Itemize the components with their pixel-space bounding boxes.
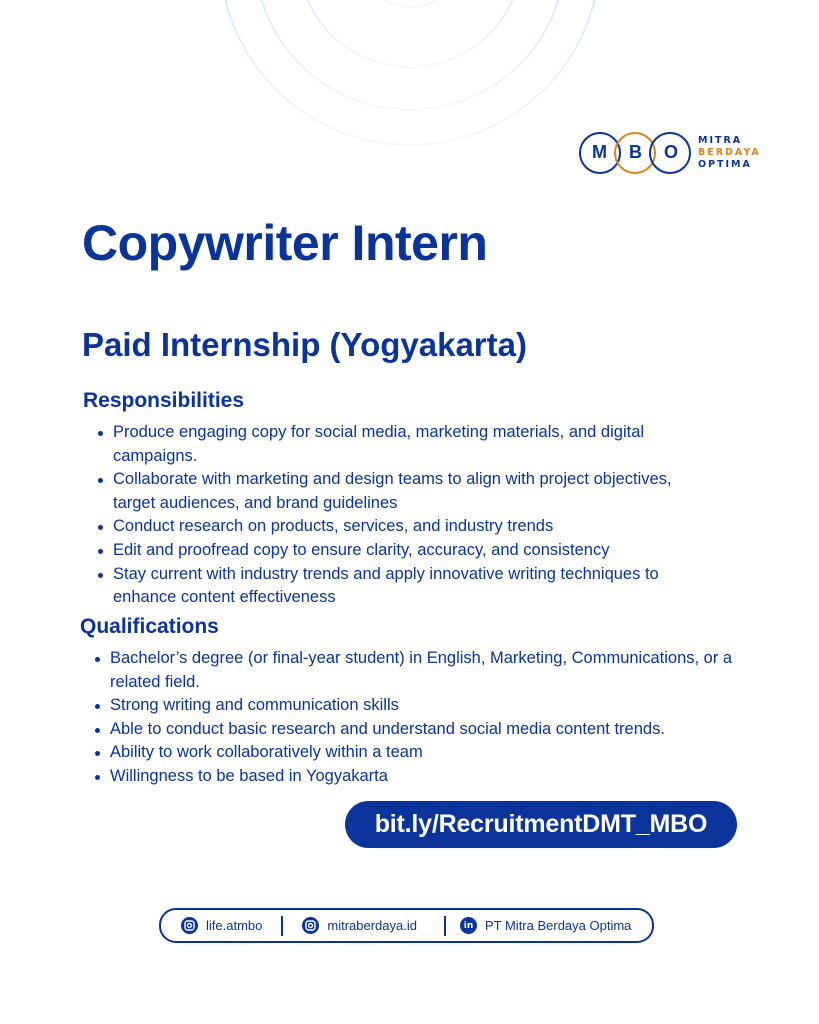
- instagram-icon: [181, 917, 198, 934]
- list-item: Bachelor’s degree (or final-year student) in English, Marketing, Communications, or a related field.: [92, 647, 742, 694]
- list-item: Ability to work collaboratively within a team: [92, 741, 742, 765]
- divider: [444, 916, 446, 936]
- mbo-logo: [578, 131, 761, 175]
- list-item: Edit and proofread copy to ensure clarity, accuracy, and consistency: [95, 539, 715, 563]
- footer-label: PT Mitra Berdaya Optima: [484, 918, 632, 933]
- list-item: Produce engaging copy for social media, marketing materials, and digital campaigns.: [95, 421, 715, 468]
- list-item: Collaborate with marketing and design teams to align with project objectives, target audiences, and brand guidelines: [95, 468, 715, 515]
- recruitment-link-button[interactable]: bit.ly/RecruitmentDMT_MBO: [345, 801, 737, 848]
- logo-wordmark: [698, 135, 761, 171]
- responsibilities-heading: Responsibilities: [83, 389, 245, 412]
- qualifications-list: [92, 647, 742, 789]
- list-item: Stay current with industry trends and apply innovative writing techniques to enhance content effectiveness: [95, 563, 715, 610]
- instagram-icon: [302, 917, 319, 934]
- list-item: Able to conduct basic research and understand social media content trends.: [92, 718, 742, 742]
- logo-letter-b: B: [629, 142, 642, 162]
- logo-word-mitra: MITRA: [698, 135, 743, 146]
- footer-label: life.atmbo: [206, 918, 263, 933]
- qualifications-heading: Qualifications: [80, 615, 219, 638]
- footer-instagram-lifeatmbo[interactable]: [181, 917, 262, 934]
- list-item: Conduct research on products, services, and industry trends: [95, 515, 715, 539]
- logo-word-optima: OPTIMA: [698, 159, 752, 170]
- logo-rings: [578, 131, 692, 175]
- page-subtitle: Paid Internship (Yogyakarta): [82, 326, 527, 363]
- footer-instagram-mitraberdaya[interactable]: [302, 917, 417, 934]
- footer-linkedin[interactable]: [460, 917, 631, 934]
- linkedin-icon: in: [460, 917, 477, 934]
- social-footer: [159, 908, 654, 943]
- divider: [281, 916, 283, 936]
- logo-letter-o: O: [664, 142, 679, 162]
- logo-word-berdaya: BERDAYA: [698, 147, 761, 158]
- footer-label: mitraberdaya.id: [327, 918, 417, 933]
- page-title: Copywriter Intern: [82, 215, 488, 271]
- list-item: Strong writing and communication skills: [92, 694, 742, 718]
- responsibilities-list: [95, 421, 715, 610]
- logo-letter-m: M: [592, 142, 607, 162]
- list-item: Willingness to be based in Yogyakarta: [92, 765, 742, 789]
